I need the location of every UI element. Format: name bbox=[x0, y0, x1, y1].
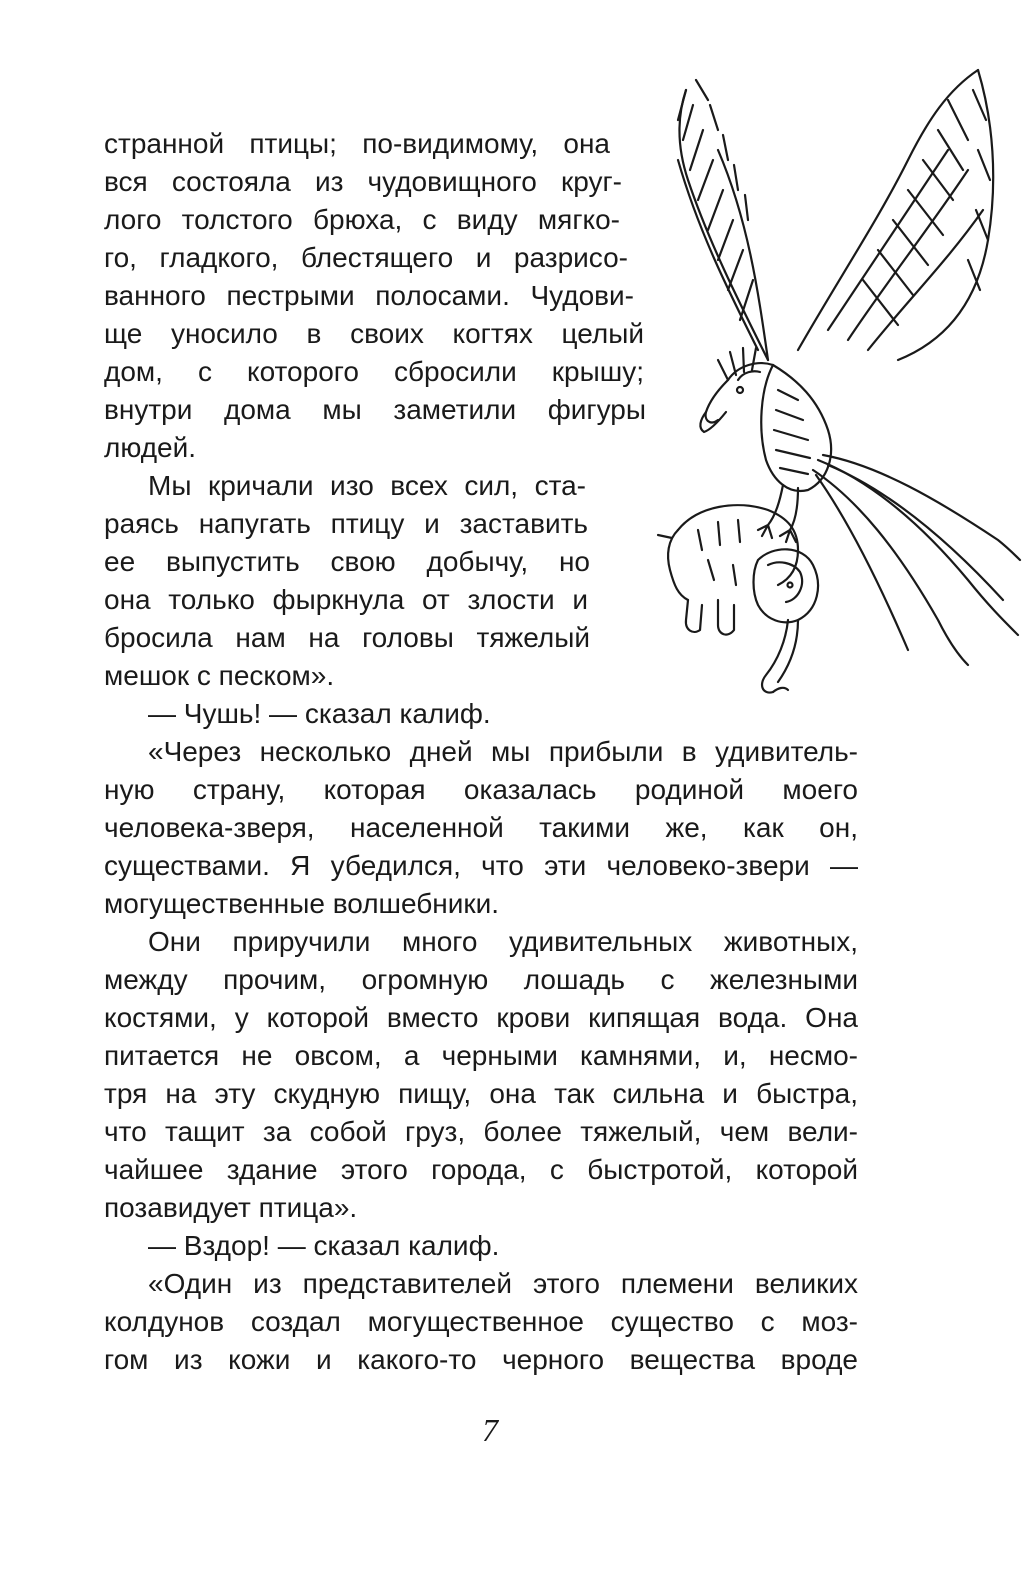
text-line: людей. bbox=[104, 432, 197, 463]
text-line: ванного пестрыми полосами. Чудови- bbox=[104, 280, 634, 311]
text-line: — Чушь! — сказал калиф. bbox=[148, 698, 491, 729]
text-line: ную страну, которая оказалась родиной моего bbox=[104, 774, 858, 805]
text-line: она только фыркнула от злости и bbox=[104, 584, 588, 615]
text-line: что тащит за собой груз, более тяжелый, чем вели- bbox=[104, 1116, 858, 1147]
text-line: ее выпустить свою добычу, но bbox=[104, 546, 590, 577]
text-line: костями, у которой вместо крови кипящая вода. Она bbox=[104, 1002, 858, 1033]
text-line: лого толстого брюха, с виду мягко- bbox=[104, 204, 620, 235]
text-line: тря на эту скудную пищу, она так сильна и быстра, bbox=[104, 1078, 858, 1109]
text-line: вся состояла из чудовищного круг- bbox=[104, 166, 622, 197]
text-line: ще уносило в своих когтях целый bbox=[104, 318, 644, 349]
text-line: человека-зверя, населенной такими же, как он, bbox=[104, 812, 858, 843]
text-line: «Один из представителей этого племени великих bbox=[148, 1268, 858, 1299]
text-line: раясь напугать птицу и заставить bbox=[104, 508, 588, 539]
text-line: чайшее здание этого города, с быстротой, которой bbox=[104, 1154, 858, 1185]
text-line: «Через несколько дней мы прибыли в удивитель- bbox=[148, 736, 858, 767]
text-line: странной птицы; по-видимому, она bbox=[104, 128, 610, 159]
text-line: могущественные волшебники. bbox=[104, 888, 500, 919]
text-line: мешок с песком». bbox=[104, 660, 335, 691]
text-line: бросила нам на головы тяжелый bbox=[104, 622, 590, 653]
page-number: 7 bbox=[482, 1412, 498, 1448]
text-line: гом из кожи и какого-то черного вещества вроде bbox=[104, 1344, 858, 1375]
text-line: — Вздор! — сказал калиф. bbox=[148, 1230, 500, 1261]
bird-carrying-elephant-icon bbox=[648, 60, 1022, 710]
text-line: внутри дома мы заметили фигуры bbox=[104, 394, 646, 425]
text-line: позавидует птица». bbox=[104, 1192, 358, 1223]
text-line: Они приручили много удивительных животных, bbox=[148, 926, 858, 957]
text-line: существами. Я убедился, что эти человеко-звери — bbox=[104, 850, 858, 881]
text-line: между прочим, огромную лошадь с железными bbox=[104, 964, 858, 995]
text-line: Мы кричали изо всех сил, ста- bbox=[148, 470, 586, 501]
text-line: питается не овсом, а черными камнями, и, несмо- bbox=[104, 1040, 858, 1071]
text-line: дом, с которого сбросили крышу; bbox=[104, 356, 644, 387]
text-line: го, гладкого, блестящего и разрисо- bbox=[104, 242, 628, 273]
text-line: колдунов создал могущественное существо с моз- bbox=[104, 1306, 858, 1337]
